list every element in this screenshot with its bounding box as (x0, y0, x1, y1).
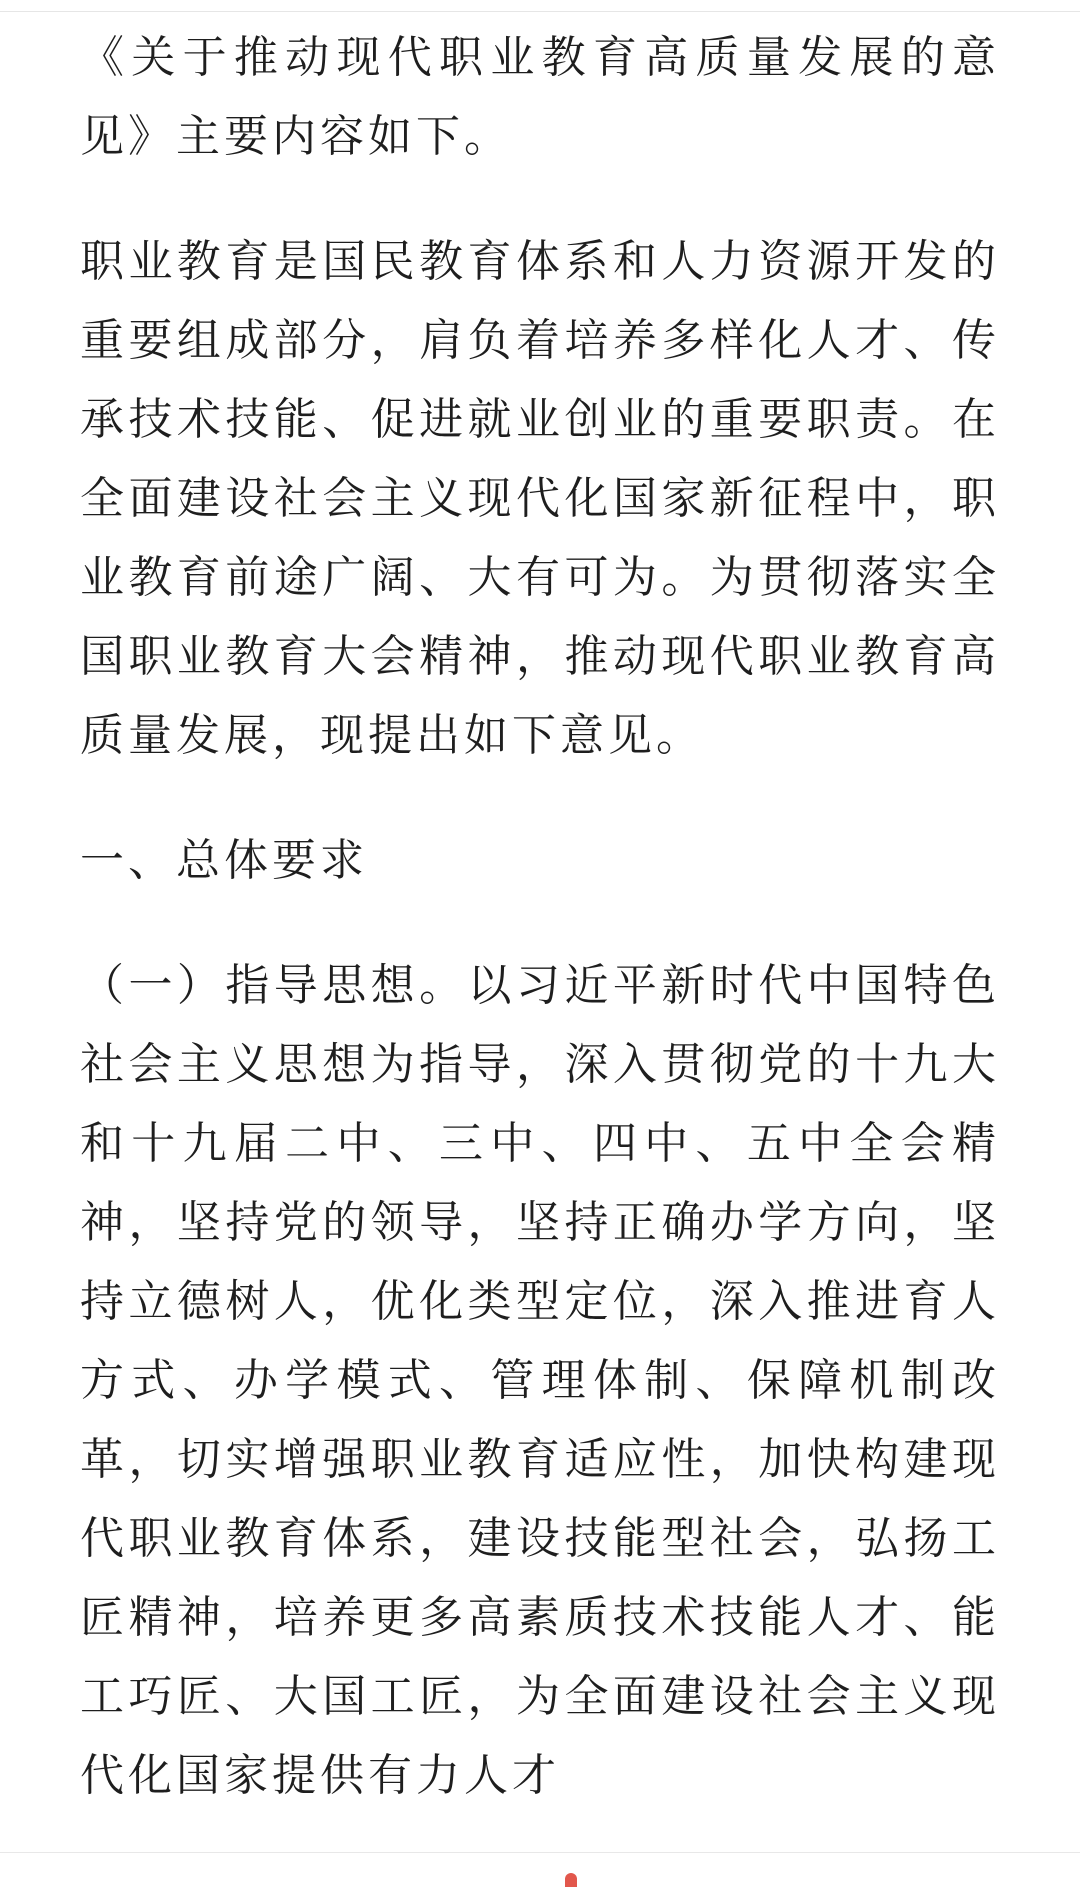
background-paragraph: 职业教育是国民教育体系和人力资源开发的重要组成部分，肩负着培养多样化人才、传承技术技能、促进就业创业的重要职责。在全面建设社会主义现代化国家新征程中，职业教育前途广阔、大有可为。为贯彻落实全国职业教育大会精神，推动现代职业教育高质量发展，现提出如下意见。 (80, 236, 1000, 761)
guiding-ideology-paragraph: （一）指导思想。以习近平新时代中国特色社会主义思想为指导，深入贯彻党的十九大和十九届二中、三中、四中、五中全会精神，坚持党的领导，坚持正确办学方向，坚持立德树人，优化类型定位，深入推进育人方式、办学模式、管理体制、保障机制改革，切实增强职业教育适应性，加快构建现代职业教育体系，建设技能型社会，弘扬工匠精神，培养更多高素质技术技能人才、能工巧匠、大国工匠，为全面建设社会主义现代化国家提供有力人才 (80, 960, 1000, 1801)
section-heading: 一、总体要求 (80, 835, 368, 886)
top-divider (0, 11, 1080, 12)
bottom-toolbar (0, 1852, 1080, 1888)
article-body (80, 18, 1000, 1815)
bottom-toolbar-icon[interactable] (565, 1873, 577, 1887)
intro-paragraph: 《关于推动现代职业教育高质量发展的意见》主要内容如下。 (80, 32, 1000, 162)
